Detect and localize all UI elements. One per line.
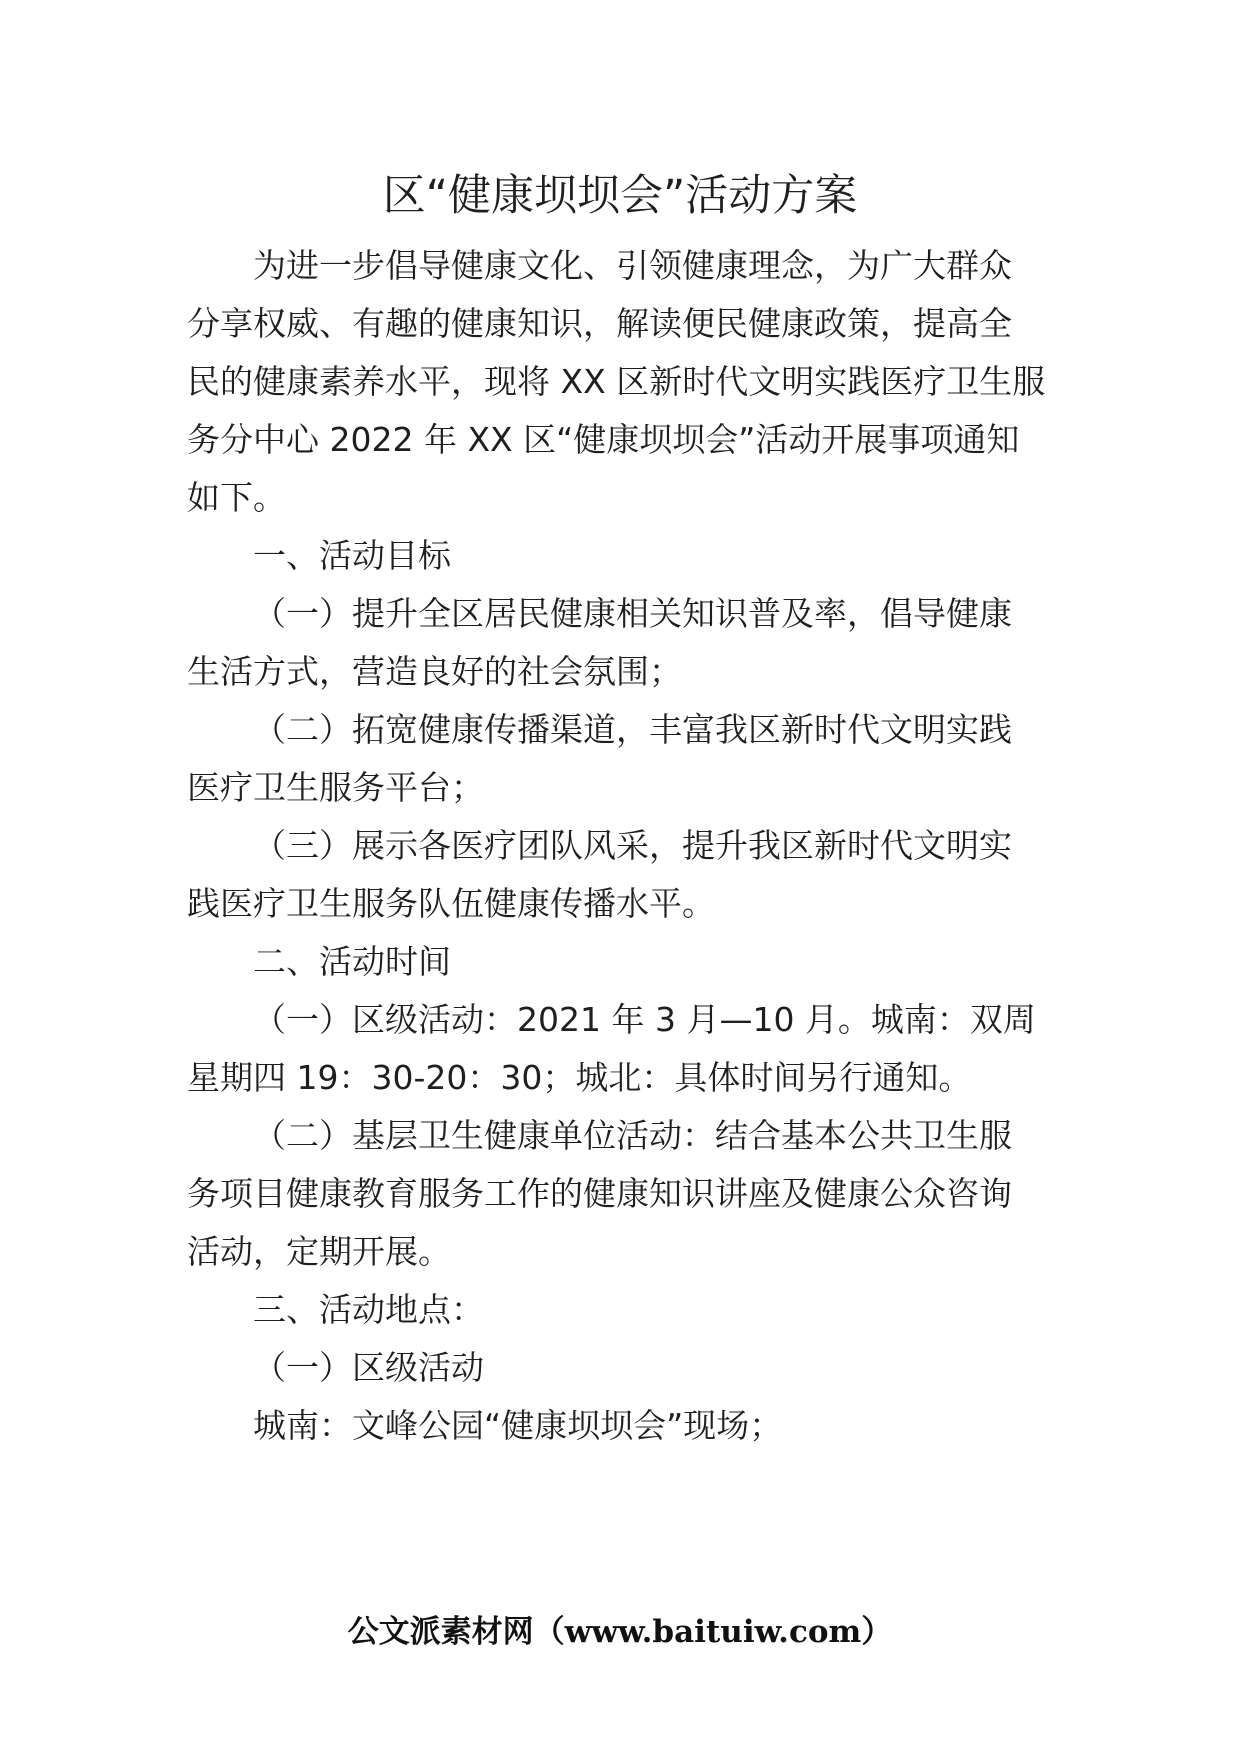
- document-title: 区“健康坝坝会”活动方案: [382, 171, 858, 221]
- body-line: 民的健康素养水平，现将 XX 区新时代文明实践医疗卫生服: [187, 362, 1046, 401]
- body-line: （一）提升全区居民健康相关知识普及率，倡导健康: [253, 594, 1012, 633]
- body-line: 城南：文峰公园“健康坝坝会”现场；: [253, 1406, 783, 1445]
- body-line: 如下。: [187, 478, 286, 517]
- section-heading: 二、活动时间: [253, 942, 451, 981]
- footer-watermark: 公文派素材网（www.baituiw.com）: [347, 1614, 893, 1650]
- body-line: （一）区级活动：2021 年 3 月—10 月。城南：双周: [253, 1000, 1036, 1039]
- body-line: 务项目健康教育服务工作的健康知识讲座及健康公众咨询: [187, 1174, 1012, 1213]
- body-line: 医疗卫生服务平台；: [187, 768, 484, 807]
- body-line: （二）拓宽健康传播渠道，丰富我区新时代文明实践: [253, 710, 1012, 749]
- body-line: 为进一步倡导健康文化、引领健康理念，为广大群众: [253, 246, 1012, 285]
- body-line: （三）展示各医疗团队风采，提升我区新时代文明实: [253, 826, 1012, 865]
- body-line: 生活方式，营造良好的社会氛围；: [187, 652, 682, 691]
- body-line: 践医疗卫生服务队伍健康传播水平。: [187, 884, 715, 923]
- body-line: （二）基层卫生健康单位活动：结合基本公共卫生服: [253, 1116, 1012, 1155]
- body-line: 分享权威、有趣的健康知识，解读便民健康政策，提高全: [187, 304, 1012, 343]
- body-line: 务分中心 2022 年 XX 区“健康坝坝会”活动开展事项通知: [187, 420, 1020, 459]
- body-line: 星期四 19：30-20：30；城北：具体时间另行通知。: [187, 1058, 972, 1097]
- section-heading: 三、活动地点：: [253, 1290, 484, 1329]
- body-line: 活动，定期开展。: [187, 1232, 451, 1271]
- body-line: （一）区级活动: [253, 1348, 484, 1387]
- section-heading: 一、活动目标: [253, 536, 451, 575]
